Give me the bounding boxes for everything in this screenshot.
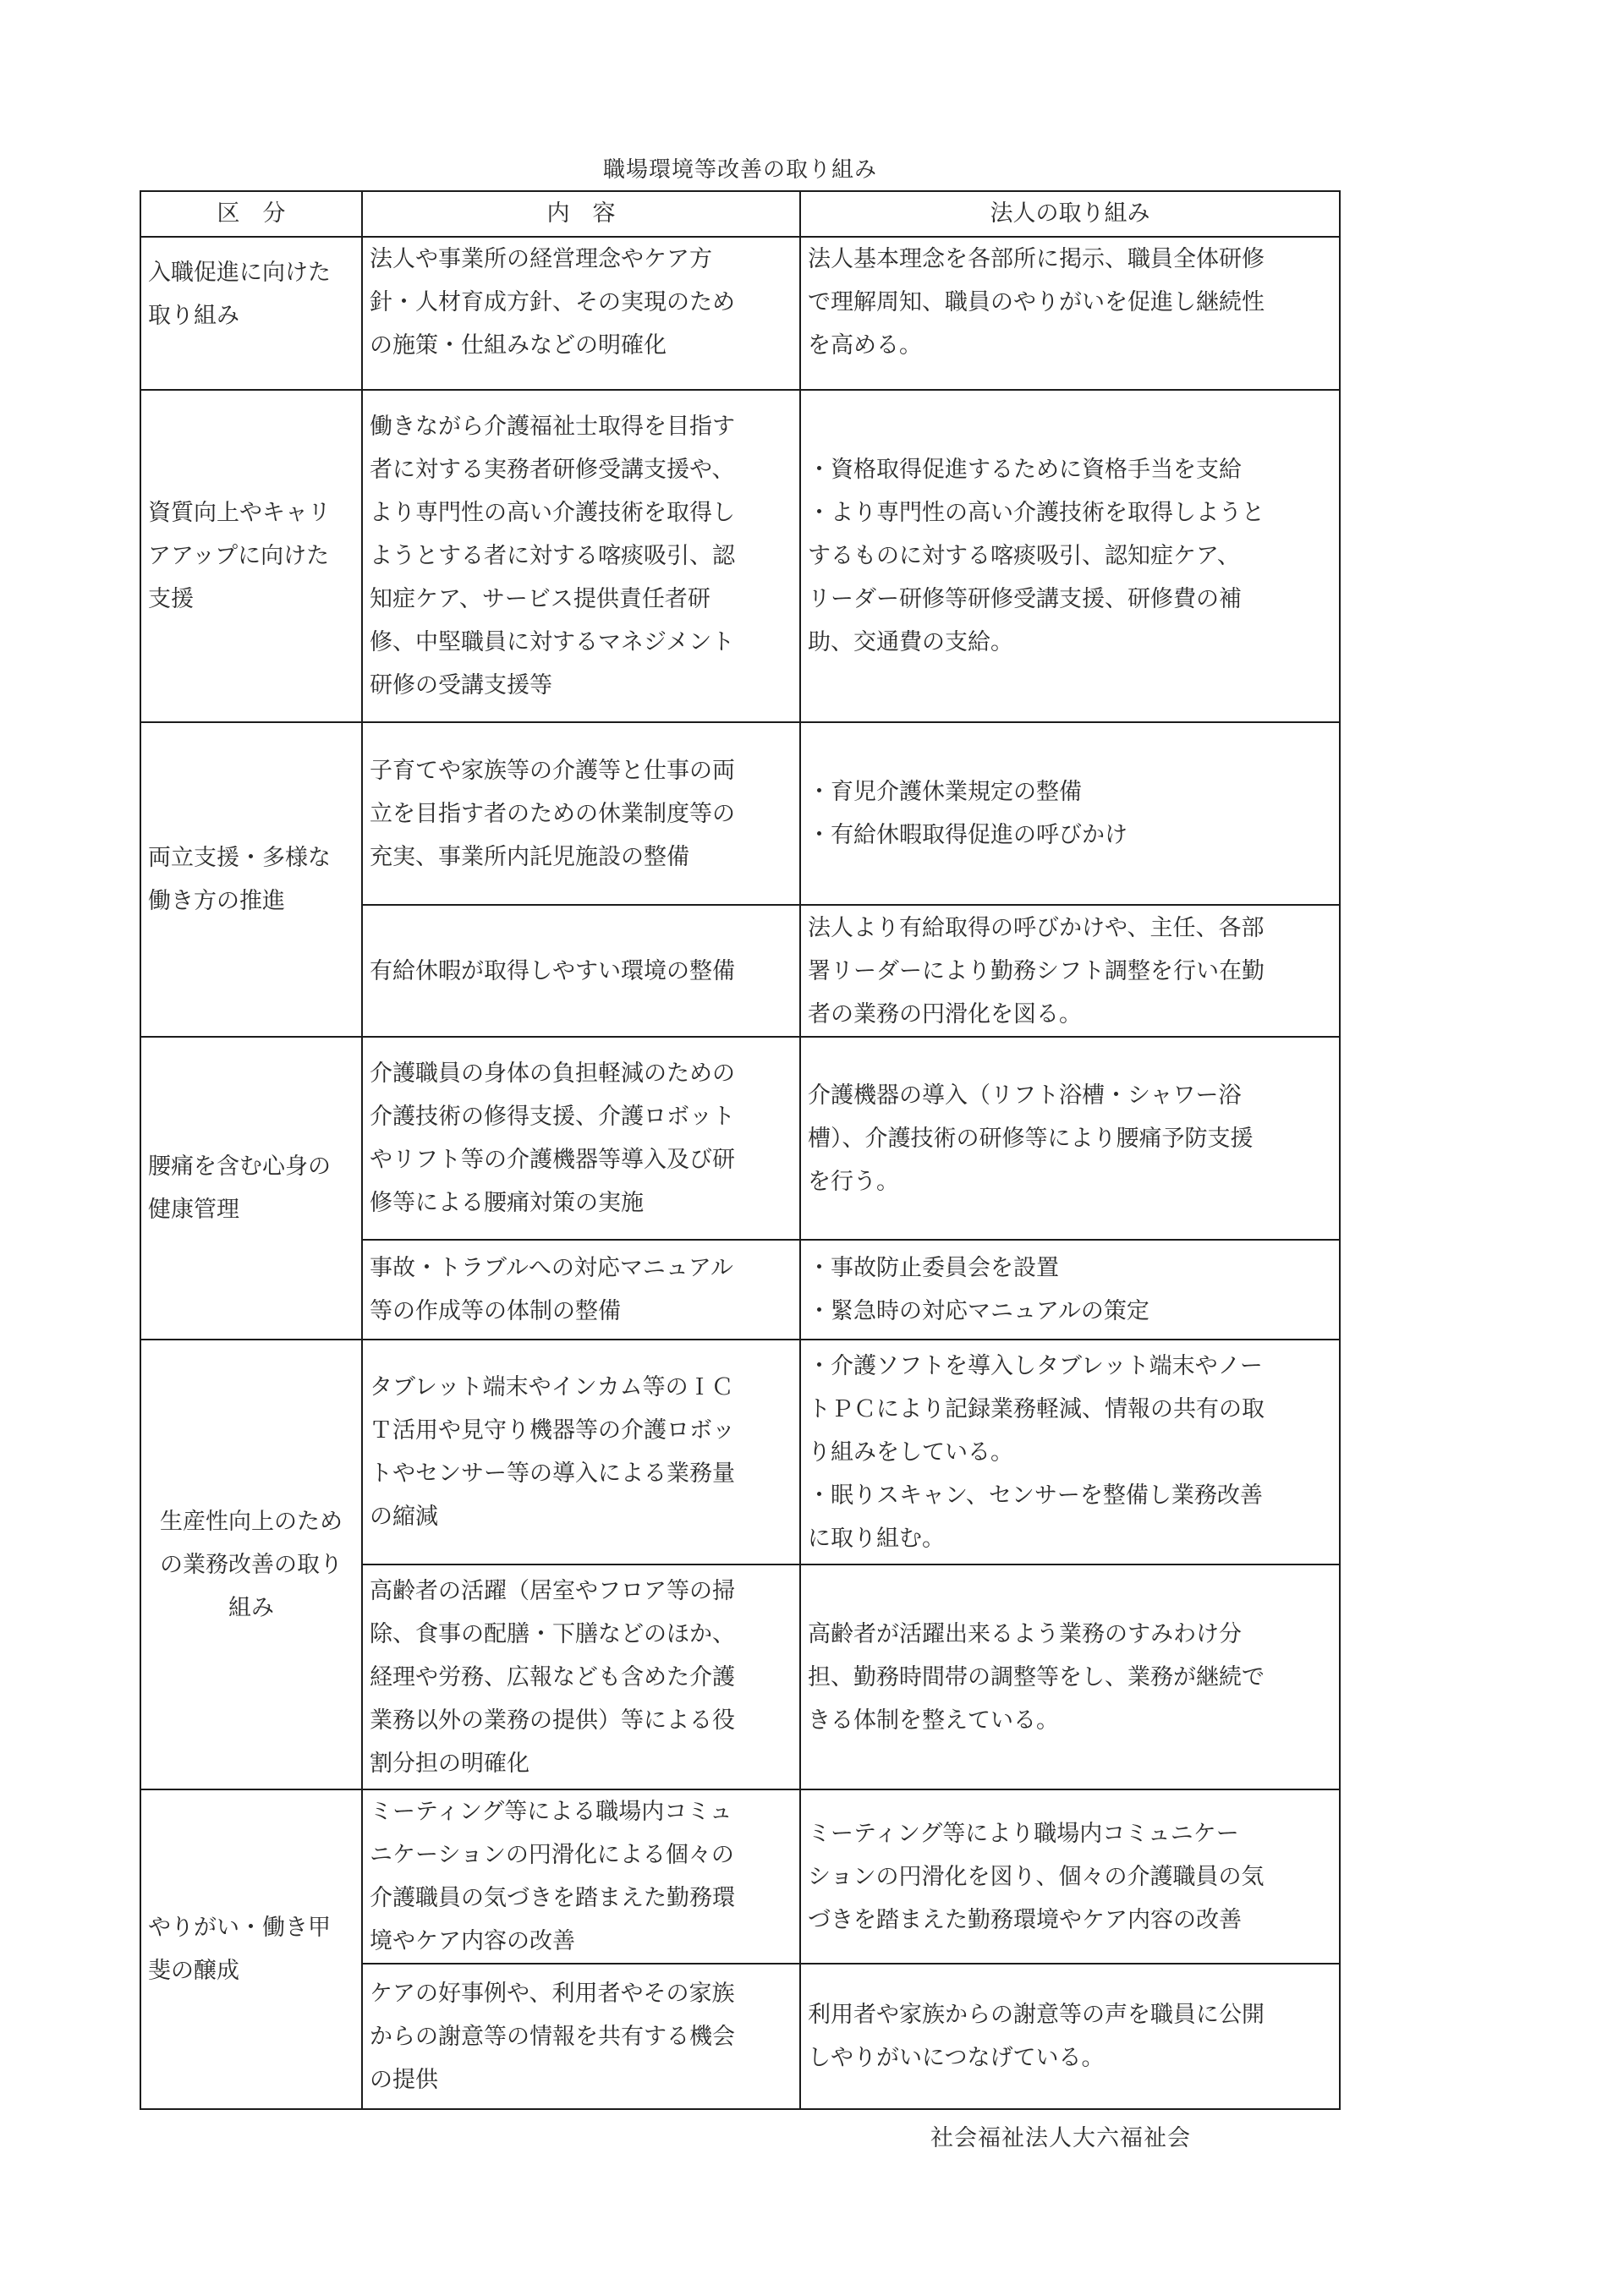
initiative-cell [800, 722, 1340, 905]
cell-text-line: で理解周知、職員のやりがいを促進し継続性 [808, 289, 1265, 315]
cell-text-line: づきを踏まえた勤務環境やケア内容の改善 [808, 1906, 1242, 1933]
content-cell [362, 1964, 800, 2109]
cell-text-line: トやセンサー等の導入による業務量 [370, 1460, 735, 1487]
cell-text-line: 高齢者が活躍出来るよう業務のすみわけ分 [808, 1620, 1242, 1647]
cell-text-line: 資質向上やキャリ [148, 500, 331, 526]
cell-text-line: 介護技術の修得支援、介護ロボット [370, 1104, 735, 1130]
cell-text-line: ・眠りスキャン、センサーを整備し業務改善 [808, 1482, 1263, 1509]
improvement-table [140, 190, 1341, 2110]
cell-text-line: 両立支援・多様な [148, 845, 331, 871]
cell-text-line: ミーティング等により職場内コミュニケー [808, 1820, 1239, 1847]
cell-text-line: 経理や労務、広報なども含めた介護 [370, 1663, 735, 1690]
cell-text-line: 子育てや家族等の介護等と仕事の両 [370, 757, 735, 784]
cell-text-line: ・資格取得促進するために資格手当を支給 [808, 457, 1242, 483]
cell-text-line: の業務改善の取り [160, 1551, 343, 1578]
initiative-cell [800, 1240, 1340, 1340]
cell-text-line: を高める。 [808, 332, 922, 359]
header-content: 内 容 [362, 191, 800, 237]
header-category: 区 分 [140, 191, 362, 237]
cell-text-line: 助、交通費の支給。 [808, 629, 1013, 655]
cell-text-line: 介護職員の身体の負担軽減のための [370, 1060, 735, 1087]
cell-text-line: やリフト等の介護機器等導入及び研 [370, 1147, 735, 1173]
cell-text-line: 高齢者の活躍（居室やフロア等の掃 [370, 1577, 735, 1604]
content-cell [362, 905, 800, 1037]
cell-text-line: ・介護ソフトを導入しタブレット端末やノー [808, 1352, 1263, 1379]
category-cell [140, 1340, 362, 1789]
cell-text-line: 修等による腰痛対策の実施 [370, 1190, 644, 1216]
content-cell [362, 1037, 800, 1240]
cell-text-line: 研修の受講支援等 [370, 672, 552, 699]
cell-text-line: 知症ケア、サービス提供責任者研 [370, 586, 710, 612]
cell-text-line: 法人より有給取得の呼びかけや、主任、各部 [808, 914, 1265, 941]
content-cell [362, 1564, 800, 1789]
cell-text-line: の施策・仕組みなどの明確化 [370, 332, 667, 359]
cell-text-line: 取り組み [148, 303, 239, 329]
table-row [140, 1340, 1340, 1564]
table-row [140, 722, 1340, 905]
cell-text-line: 修、中堅職員に対するマネジメント [370, 629, 735, 655]
initiative-cell [800, 1037, 1340, 1240]
cell-text-line: 利用者や家族からの謝意等の声を職員に公開 [808, 2002, 1265, 2028]
cell-text-line: ・有給休暇取得促進の呼びかけ [808, 822, 1127, 848]
table-row [140, 1037, 1340, 1240]
cell-text-line: しやりがいにつなげている。 [808, 2045, 1105, 2071]
cell-text-line: の縮減 [370, 1504, 438, 1530]
organization-name: 社会福祉法人大六福祉会 [930, 2125, 1191, 2151]
cell-text-line: 法人基本理念を各部所に掲示、職員全体研修 [808, 246, 1265, 272]
cell-text-line: ニケーションの円滑化による個々の [370, 1842, 734, 1868]
cell-text-line: するものに対する喀痰吸引、認知症ケア、 [808, 543, 1240, 569]
initiative-cell [800, 1564, 1340, 1789]
table-row [140, 390, 1340, 722]
cell-text-line: 生産性向上のため [160, 1508, 343, 1535]
cell-text-line: を行う。 [808, 1168, 899, 1195]
cell-text-line: トＰＣにより記録業務軽減、情報の共有の取 [808, 1395, 1265, 1422]
cell-text-line: ・育児介護休業規定の整備 [808, 779, 1082, 805]
category-cell [140, 390, 362, 722]
cell-text-line: 事故・トラブルへの対応マニュアル [370, 1255, 733, 1281]
cell-text-line: 組み [228, 1594, 274, 1621]
cell-text-line: 充実、事業所内託児施設の整備 [370, 843, 689, 870]
cell-text-line: 有給休暇が取得しやすい環境の整備 [370, 957, 735, 984]
cell-text-line: 健康管理 [148, 1197, 239, 1223]
cell-text-line: ようとする者に対する喀痰吸引、認 [370, 543, 735, 569]
content-cell [362, 237, 800, 390]
cell-text-line: 除、食事の配膳・下膳などのほか、 [370, 1620, 735, 1647]
initiative-cell [800, 237, 1340, 390]
initiative-cell [800, 905, 1340, 1037]
cell-text-line: り組みをしている。 [808, 1438, 1013, 1466]
cell-text-line: ミーティング等による職場内コミュ [370, 1799, 732, 1825]
cell-text-line: に取り組む。 [808, 1525, 945, 1552]
cell-text-line: 等の作成等の体制の整備 [370, 1298, 621, 1324]
cell-text-line: やりがい・働き甲 [148, 1915, 331, 1941]
table-row [140, 237, 1340, 390]
cell-text-line: 針・人材育成方針、その実現のため [370, 289, 735, 315]
table-header-row [140, 191, 1340, 237]
document-title: 職場環境等改善の取り組み [602, 157, 877, 183]
cell-text-line: 斐の醸成 [148, 1958, 239, 1984]
category-cell [140, 237, 362, 390]
cell-text-line: 働きながら介護福祉士取得を目指す [370, 414, 735, 440]
cell-text-line: 介護職員の気づきを踏まえた勤務環 [370, 1885, 735, 1911]
content-cell [362, 1340, 800, 1564]
content-cell [362, 1789, 800, 1964]
cell-text-line: ・より専門性の高い介護技術を取得しようと [808, 500, 1265, 526]
cell-text-line: ・緊急時の対応マニュアルの策定 [808, 1298, 1149, 1324]
cell-text-line: 働き方の推進 [148, 888, 285, 914]
header-initiative: 法人の取り組み [800, 191, 1340, 237]
cell-text-line: 署リーダーにより勤務シフト調整を行い在勤 [808, 957, 1265, 984]
cell-text-line: 介護機器の導入（リフト浴槽・シャワー浴 [808, 1082, 1242, 1109]
cell-text-line: 業務以外の業務の提供）等による役 [370, 1707, 735, 1734]
content-cell [362, 722, 800, 905]
cell-text-line: 者に対する実務者研修受講支援や、 [370, 457, 735, 483]
cell-text-line: リーダー研修等研修受講支援、研修費の補 [808, 586, 1242, 612]
cell-text-line: からの謝意等の情報を共有する機会 [370, 2023, 735, 2050]
cell-text-line: 割分担の明確化 [370, 1750, 529, 1777]
cell-text-line: 者の業務の円滑化を図る。 [808, 1000, 1082, 1027]
category-cell [140, 1789, 362, 2109]
cell-text-line: タブレット端末やインカム等のＩＣ [370, 1374, 734, 1400]
cell-text-line: Ｔ活用や見守り機器等の介護ロボッ [370, 1417, 735, 1444]
cell-text-line: 腰痛を含む心身の [148, 1153, 331, 1180]
content-cell [362, 1240, 800, 1340]
category-cell [140, 722, 362, 1037]
cell-text-line: ・事故防止委員会を設置 [808, 1255, 1059, 1281]
initiative-cell [800, 1789, 1340, 1964]
table-row [140, 1789, 1340, 1964]
initiative-cell [800, 1340, 1340, 1564]
initiative-cell [800, 1964, 1340, 2109]
cell-text-line: 法人や事業所の経営理念やケア方 [370, 246, 712, 272]
cell-text-line: 担、勤務時間帯の調整等をし、業務が継続で [808, 1663, 1265, 1690]
cell-text-line: 境やケア内容の改善 [370, 1928, 575, 1954]
cell-text-line: きる体制を整えている。 [808, 1707, 1059, 1734]
cell-text-line: ケアの好事例や、利用者やその家族 [370, 1980, 735, 2007]
cell-text-line: 支援 [148, 586, 194, 612]
cell-text-line: アアップに向けた [148, 543, 330, 569]
content-cell [362, 390, 800, 722]
cell-text-line: 槽）、介護技術の研修等により腰痛予防支援 [808, 1125, 1254, 1152]
cell-text-line: より専門性の高い介護技術を取得し [370, 500, 735, 526]
category-cell [140, 1037, 362, 1340]
initiative-cell [800, 390, 1340, 722]
cell-text-line: の提供 [370, 2066, 438, 2093]
cell-text-line: 立を目指す者のための休業制度等の [370, 800, 735, 827]
cell-text-line: ションの円滑化を図り、個々の介護職員の気 [808, 1863, 1265, 1890]
cell-text-line: 入職促進に向けた [148, 260, 331, 286]
